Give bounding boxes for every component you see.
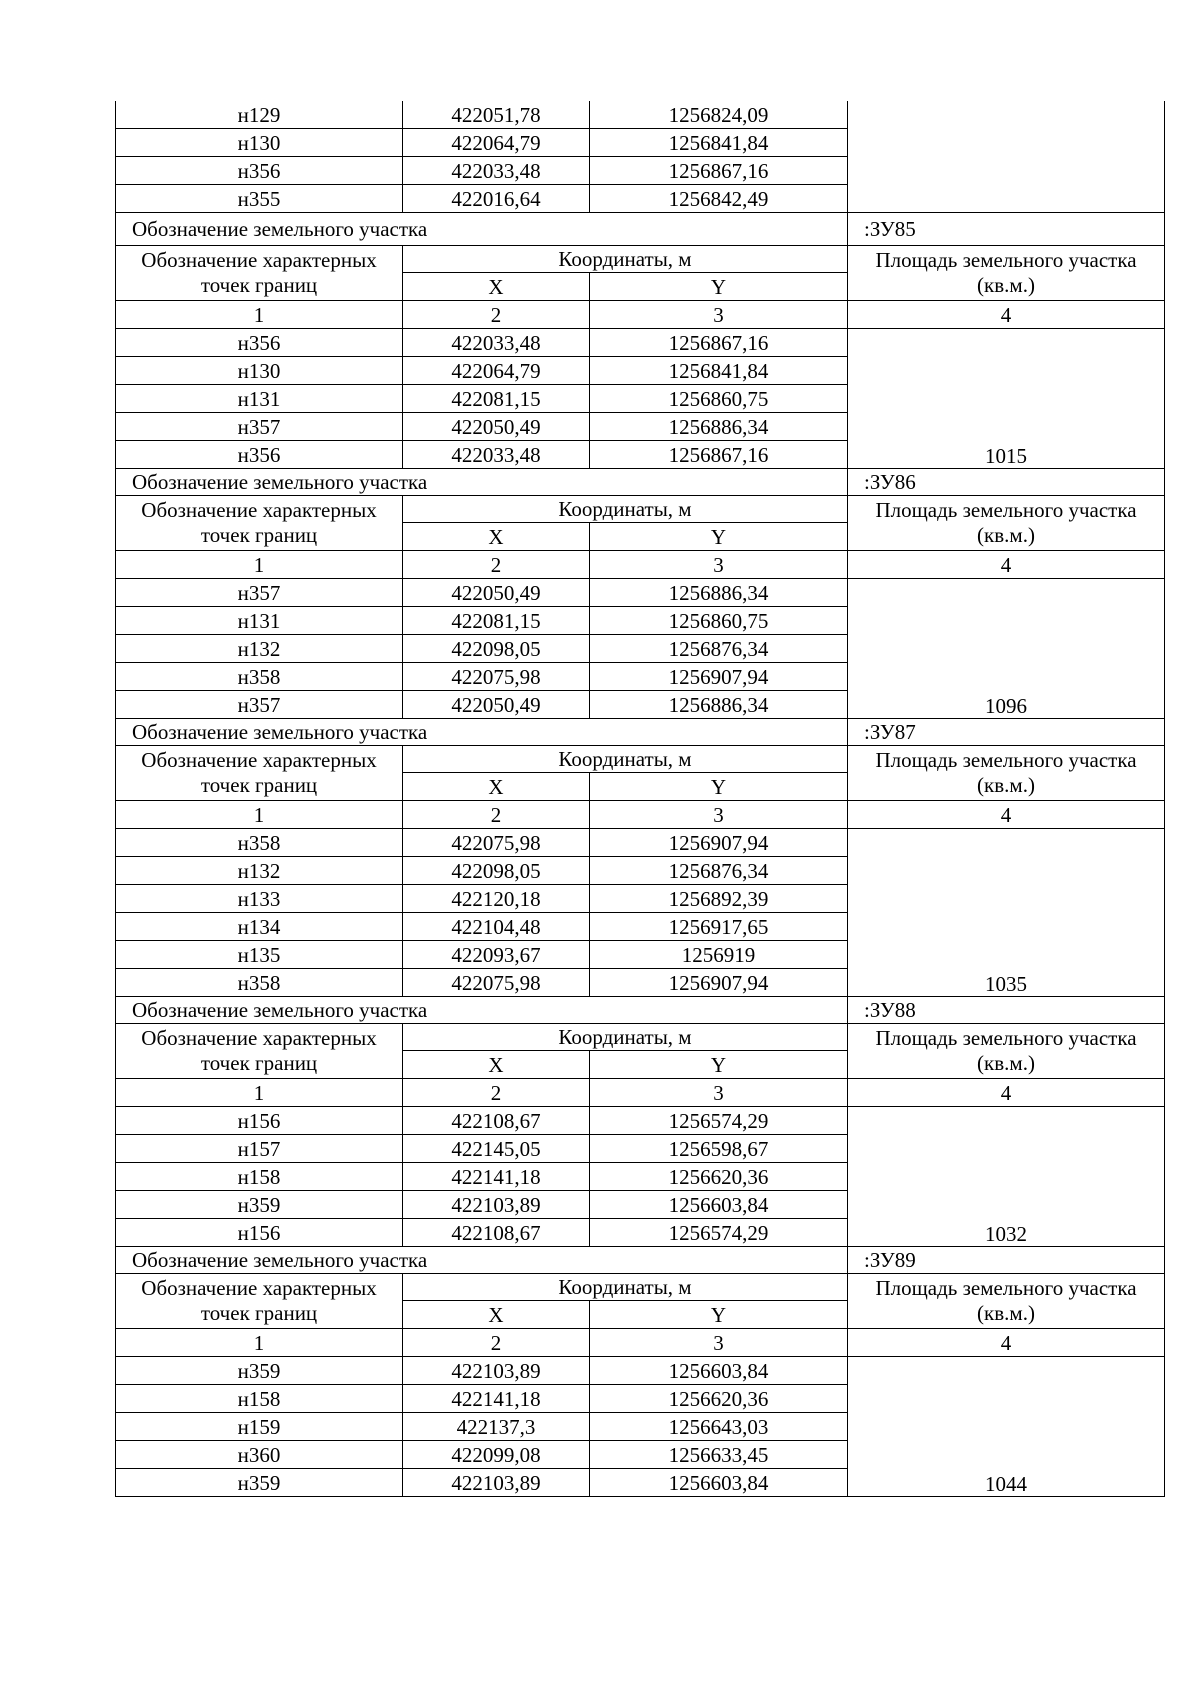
coordinates-header: Координаты, м (403, 496, 848, 523)
header-row (116, 496, 1165, 523)
plot-area-value: 1096 (848, 579, 1165, 719)
plot-area-value: 1015 (848, 329, 1165, 469)
point-cell: н355 (116, 185, 403, 213)
point-cell: н359 (116, 1357, 403, 1385)
x-coordinate-cell: 422108,67 (403, 1219, 590, 1247)
y-coordinate-cell: 1256598,67 (590, 1135, 848, 1163)
x-coordinate-cell: 422075,98 (403, 969, 590, 997)
column-number: 1 (116, 1329, 403, 1357)
y-coordinate-cell: 1256643,03 (590, 1413, 848, 1441)
x-coordinate-cell: 422093,67 (403, 941, 590, 969)
column-number: 4 (848, 1329, 1165, 1357)
y-coordinate-cell: 1256603,84 (590, 1357, 848, 1385)
plot-title-row (116, 719, 1165, 746)
point-designation-header: Обозначение характерных точек границ (116, 1024, 403, 1079)
column-number: 2 (403, 801, 590, 829)
point-cell: н156 (116, 1107, 403, 1135)
column-number: 3 (590, 801, 848, 829)
y-coordinate-cell: 1256876,34 (590, 857, 848, 885)
plot-code: :ЗУ88 (848, 997, 1165, 1024)
point-designation-header: Обозначение характерных точек границ (116, 1274, 403, 1329)
plot-area-value: 1035 (848, 829, 1165, 997)
area-header: Площадь земельного участка (кв.м.) (848, 496, 1165, 551)
table-row (116, 329, 1165, 357)
x-header: X (403, 1051, 590, 1079)
x-coordinate-cell: 422081,15 (403, 385, 590, 413)
point-designation-header: Обозначение характерных точек границ (116, 246, 403, 301)
y-coordinate-cell: 1256867,16 (590, 441, 848, 469)
x-header: X (403, 273, 590, 301)
point-cell: н360 (116, 1441, 403, 1469)
point-cell: н134 (116, 913, 403, 941)
point-cell: н358 (116, 663, 403, 691)
column-number: 1 (116, 1079, 403, 1107)
table-row (116, 1357, 1165, 1385)
x-coordinate-cell: 422050,49 (403, 413, 590, 441)
area-header: Площадь земельного участка (кв.м.) (848, 1274, 1165, 1329)
y-coordinate-cell: 1256886,34 (590, 413, 848, 441)
y-coordinate-cell: 1256860,75 (590, 607, 848, 635)
point-cell: н130 (116, 357, 403, 385)
y-coordinate-cell: 1256917,65 (590, 913, 848, 941)
x-coordinate-cell: 422108,67 (403, 1107, 590, 1135)
column-number-row (116, 301, 1165, 329)
plot-code: :ЗУ87 (848, 719, 1165, 746)
column-number: 3 (590, 1329, 848, 1357)
x-coordinate-cell: 422016,64 (403, 185, 590, 213)
x-coordinate-cell: 422098,05 (403, 635, 590, 663)
plot-designation-label: Обозначение земельного участка (116, 1247, 848, 1274)
column-number: 4 (848, 1079, 1165, 1107)
y-coordinate-cell: 1256603,84 (590, 1469, 848, 1497)
column-number: 4 (848, 301, 1165, 329)
header-row (116, 1024, 1165, 1051)
y-coordinate-cell: 1256824,09 (590, 101, 848, 129)
y-header: Y (590, 773, 848, 801)
y-coordinate-cell: 1256886,34 (590, 691, 848, 719)
point-cell: н357 (116, 579, 403, 607)
header-row (116, 1274, 1165, 1301)
area-cell-empty (848, 101, 1165, 213)
point-cell: н129 (116, 101, 403, 129)
column-number-row (116, 551, 1165, 579)
column-number: 2 (403, 1329, 590, 1357)
x-coordinate-cell: 422064,79 (403, 357, 590, 385)
area-header: Площадь земельного участка (кв.м.) (848, 246, 1165, 301)
x-coordinate-cell: 422075,98 (403, 663, 590, 691)
point-cell: н358 (116, 829, 403, 857)
x-coordinate-cell: 422064,79 (403, 129, 590, 157)
x-coordinate-cell: 422033,48 (403, 441, 590, 469)
x-coordinate-cell: 422081,15 (403, 607, 590, 635)
coordinates-header: Координаты, м (403, 746, 848, 773)
y-coordinate-cell: 1256841,84 (590, 357, 848, 385)
column-number: 4 (848, 801, 1165, 829)
y-coordinate-cell: 1256907,94 (590, 829, 848, 857)
point-cell: н357 (116, 691, 403, 719)
plot-title-row (116, 469, 1165, 496)
plot-designation-label: Обозначение земельного участка (116, 469, 848, 496)
x-coordinate-cell: 422050,49 (403, 691, 590, 719)
y-coordinate-cell: 1256876,34 (590, 635, 848, 663)
x-coordinate-cell: 422120,18 (403, 885, 590, 913)
y-header: Y (590, 273, 848, 301)
y-coordinate-cell: 1256907,94 (590, 663, 848, 691)
x-coordinate-cell: 422137,3 (403, 1413, 590, 1441)
column-number: 1 (116, 551, 403, 579)
plot-designation-label: Обозначение земельного участка (116, 213, 848, 246)
column-number: 2 (403, 551, 590, 579)
plot-designation-label: Обозначение земельного участка (116, 719, 848, 746)
x-coordinate-cell: 422141,18 (403, 1385, 590, 1413)
x-coordinate-cell: 422104,48 (403, 913, 590, 941)
column-number-row (116, 1329, 1165, 1357)
point-cell: н158 (116, 1163, 403, 1191)
point-cell: н156 (116, 1219, 403, 1247)
area-header: Площадь земельного участка (кв.м.) (848, 746, 1165, 801)
plot-code: :ЗУ85 (848, 213, 1165, 246)
x-coordinate-cell: 422103,89 (403, 1357, 590, 1385)
column-number: 3 (590, 301, 848, 329)
x-header: X (403, 523, 590, 551)
y-coordinate-cell: 1256867,16 (590, 157, 848, 185)
column-number: 1 (116, 801, 403, 829)
y-coordinate-cell: 1256620,36 (590, 1385, 848, 1413)
x-coordinate-cell: 422141,18 (403, 1163, 590, 1191)
y-coordinate-cell: 1256919 (590, 941, 848, 969)
header-row (116, 746, 1165, 773)
column-number-row (116, 1079, 1165, 1107)
plot-area-value: 1044 (848, 1357, 1165, 1497)
plot-title-row (116, 213, 1165, 246)
x-coordinate-cell: 422050,49 (403, 579, 590, 607)
y-coordinate-cell: 1256867,16 (590, 329, 848, 357)
point-cell: н157 (116, 1135, 403, 1163)
y-header: Y (590, 1301, 848, 1329)
point-cell: н131 (116, 385, 403, 413)
plot-code: :ЗУ86 (848, 469, 1165, 496)
column-number: 2 (403, 1079, 590, 1107)
point-cell: н133 (116, 885, 403, 913)
y-coordinate-cell: 1256603,84 (590, 1191, 848, 1219)
x-coordinate-cell: 422033,48 (403, 157, 590, 185)
point-cell: н158 (116, 1385, 403, 1413)
column-number: 3 (590, 1079, 848, 1107)
y-coordinate-cell: 1256574,29 (590, 1219, 848, 1247)
point-cell: н159 (116, 1413, 403, 1441)
table-row (116, 101, 1165, 129)
y-header: Y (590, 523, 848, 551)
point-cell: н132 (116, 857, 403, 885)
point-cell: н130 (116, 129, 403, 157)
column-number: 2 (403, 301, 590, 329)
column-number-row (116, 801, 1165, 829)
point-cell: н358 (116, 969, 403, 997)
coordinates-table (115, 101, 1165, 1497)
y-coordinate-cell: 1256574,29 (590, 1107, 848, 1135)
y-coordinate-cell: 1256633,45 (590, 1441, 848, 1469)
column-number: 3 (590, 551, 848, 579)
x-coordinate-cell: 422033,48 (403, 329, 590, 357)
x-coordinate-cell: 422145,05 (403, 1135, 590, 1163)
plot-code: :ЗУ89 (848, 1247, 1165, 1274)
coordinates-header: Координаты, м (403, 1024, 848, 1051)
x-coordinate-cell: 422051,78 (403, 101, 590, 129)
y-coordinate-cell: 1256842,49 (590, 185, 848, 213)
x-header: X (403, 1301, 590, 1329)
point-cell: н356 (116, 157, 403, 185)
y-coordinate-cell: 1256860,75 (590, 385, 848, 413)
plot-area-value: 1032 (848, 1107, 1165, 1247)
plot-title-row (116, 1247, 1165, 1274)
coordinates-document (115, 101, 1164, 1497)
point-designation-header: Обозначение характерных точек границ (116, 496, 403, 551)
plot-designation-label: Обозначение земельного участка (116, 997, 848, 1024)
header-row (116, 246, 1165, 273)
point-cell: н357 (116, 413, 403, 441)
point-cell: н132 (116, 635, 403, 663)
x-coordinate-cell: 422103,89 (403, 1191, 590, 1219)
y-coordinate-cell: 1256841,84 (590, 129, 848, 157)
column-number: 1 (116, 301, 403, 329)
table-row (116, 579, 1165, 607)
y-coordinate-cell: 1256620,36 (590, 1163, 848, 1191)
x-coordinate-cell: 422099,08 (403, 1441, 590, 1469)
point-cell: н131 (116, 607, 403, 635)
point-cell: н359 (116, 1191, 403, 1219)
x-header: X (403, 773, 590, 801)
y-coordinate-cell: 1256892,39 (590, 885, 848, 913)
y-coordinate-cell: 1256907,94 (590, 969, 848, 997)
y-coordinate-cell: 1256886,34 (590, 579, 848, 607)
point-cell: н135 (116, 941, 403, 969)
point-designation-header: Обозначение характерных точек границ (116, 746, 403, 801)
point-cell: н359 (116, 1469, 403, 1497)
point-cell: н356 (116, 441, 403, 469)
y-header: Y (590, 1051, 848, 1079)
coordinates-header: Координаты, м (403, 246, 848, 273)
x-coordinate-cell: 422098,05 (403, 857, 590, 885)
x-coordinate-cell: 422103,89 (403, 1469, 590, 1497)
coordinates-header: Координаты, м (403, 1274, 848, 1301)
plot-title-row (116, 997, 1165, 1024)
area-header: Площадь земельного участка (кв.м.) (848, 1024, 1165, 1079)
x-coordinate-cell: 422075,98 (403, 829, 590, 857)
table-row (116, 1107, 1165, 1135)
column-number: 4 (848, 551, 1165, 579)
table-row (116, 829, 1165, 857)
point-cell: н356 (116, 329, 403, 357)
